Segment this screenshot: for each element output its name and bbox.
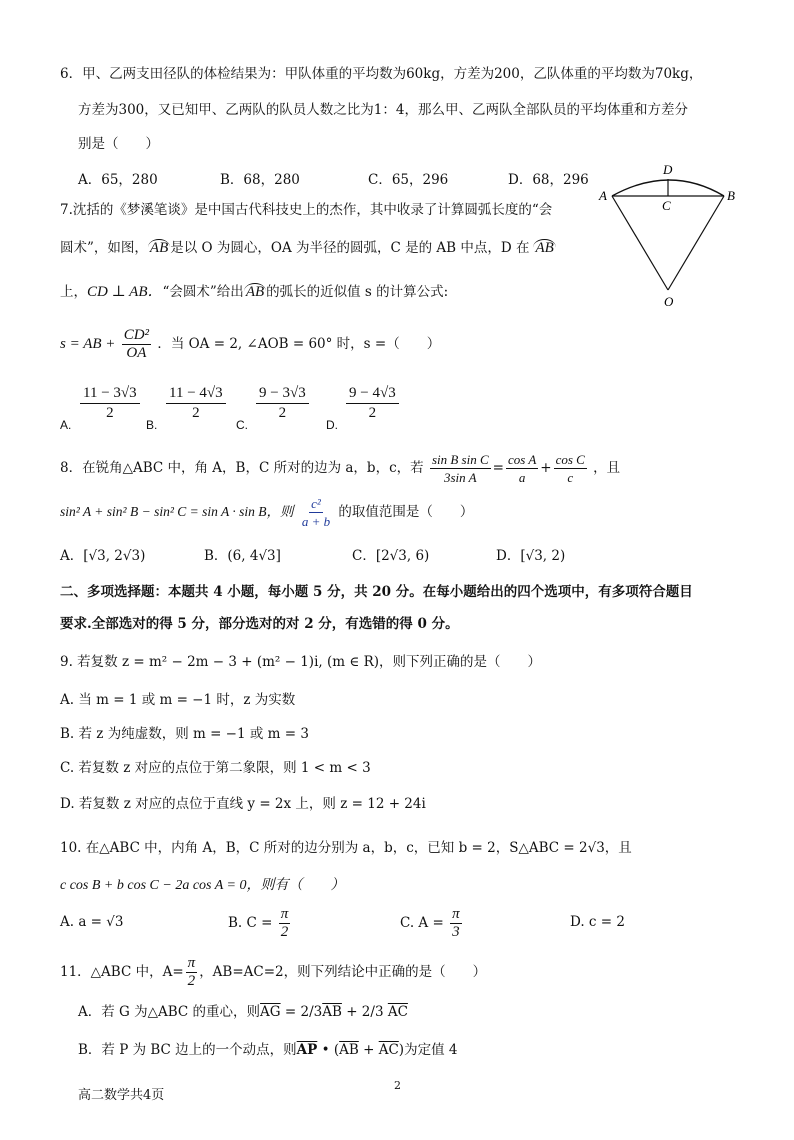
q6-line1: 6．甲、乙两支田径队的体检结果为：甲队体重的平均数为60kg，方差为200，乙队体重的平均数为70kg， <box>60 66 703 82</box>
q10-option-c-num: π <box>452 906 460 922</box>
q11-b-vec-ac: $\overline{AC}$ <box>378 1042 399 1058</box>
q7-formula-rest: ．当 OA = 2, ∠AOB = 60° 时，s =（ ） <box>157 336 441 352</box>
q7-figure <box>596 160 746 310</box>
q11-stem-post: ，AB=AC=2，则下列结论中正确的是（ ） <box>199 964 487 980</box>
q11-stem-num: π <box>187 955 196 971</box>
q8-line1 <box>60 448 620 488</box>
q7-perp: CD ⊥ AB． <box>87 284 163 300</box>
q11-option-a <box>78 1002 408 1022</box>
q6-option-b: B．68，280 <box>220 172 300 188</box>
q8-line2 <box>60 492 473 532</box>
q7-line3 <box>60 282 448 302</box>
q9-option-b: B. 若 z 为纯虚数，则 m = −1 或 m = 3 <box>60 726 309 742</box>
q10-option-b-den: 2 <box>280 924 289 940</box>
q8-frac2 <box>506 451 538 486</box>
q7-formula-num: CD² <box>123 327 150 343</box>
q7-arc-label-2: AB <box>535 240 554 256</box>
page-number: 2 <box>394 1079 401 1092</box>
q10-option-b-pre: B. C = <box>228 915 273 931</box>
q11-b-post: )为定值 4 <box>398 1042 458 1058</box>
section2-line1: 二、多项选择题：本题共 4 小题，每小题 5 分，共 20 分。在每小题给出的四个选项中，有多项符合题目 <box>60 584 693 600</box>
q10-option-b-num: π <box>280 906 289 922</box>
q8-frac3-num: cos C <box>555 452 585 467</box>
q7-option-num: 9 − 3√3 <box>256 384 309 404</box>
q7-line3-end: 的弧长的近似值 s 的计算公式: <box>266 284 449 300</box>
q7-option-fraction <box>80 384 140 423</box>
q10-option-c-pre: C. A = <box>400 915 444 931</box>
q7-option-label: D. <box>326 418 338 432</box>
q7-formula <box>60 324 440 364</box>
q9-option-c: C. 若复数 z 对应的点位于第二象限，则 1 < m < 3 <box>60 760 371 776</box>
q7-option-num: 11 − 3√3 <box>80 384 140 404</box>
figure-label-a: A <box>599 188 607 203</box>
q8-frac3 <box>554 451 587 486</box>
q7-formula-fraction <box>122 327 151 362</box>
q10-option-d: D. c = 2 <box>570 914 625 930</box>
q7-option-den: 2 <box>106 405 114 421</box>
q7-arc-label-3: AB <box>245 284 265 300</box>
q11-a-vec-ac: $\overline{AC}$ <box>387 1004 408 1020</box>
q6-line2: 方差为300，又已知甲、乙两队的队员人数之比为1：4，那么甲、乙两队全部队员的平均体重和方差分 <box>78 102 688 118</box>
q8-frac1 <box>430 451 491 486</box>
q11-b-vec-ab: $\overline{AB}$ <box>339 1042 359 1058</box>
q8-option-b: B．(6, 4√3] <box>204 548 281 564</box>
q10-option-a: A. a = √3 <box>60 914 124 930</box>
q10-option-c-frac <box>450 906 462 941</box>
q8-option-d: D．[√3, 2) <box>496 548 566 564</box>
q6-option-d: D．68，296 <box>508 172 589 188</box>
q7-line3-start: 上， <box>60 284 87 300</box>
q11-stem-frac <box>186 955 198 990</box>
q8-eq: = <box>492 460 504 476</box>
q7-line1: 7.沈括的《梦溪笔谈》是中国古代科技史上的杰作，其中收录了计算圆弧长度的“会 <box>60 202 553 218</box>
q8-frac2-den: a <box>518 470 526 485</box>
q7-option-num: 9 − 4√3 <box>346 384 399 404</box>
q9-option-d: D. 若复数 z 对应的点位于直线 y = 2x 上，则 z = 12 + 24i <box>60 796 426 812</box>
q9-option-a: A. 当 m = 1 或 m = −1 时，z 为实数 <box>60 692 296 708</box>
q7-line2-end: 是以 O 为圆心，OA 为半径的圆弧，C 是的 AB 中点，D 在 <box>170 240 530 256</box>
q7-option-num: 11 − 4√3 <box>166 384 226 404</box>
figure-label-c: C <box>662 198 671 213</box>
q8-line1-end: ，且 <box>593 460 621 476</box>
q11-stem-den: 2 <box>187 973 196 989</box>
q6-option-c: C．65，296 <box>368 172 449 188</box>
q11-b-pre: B．若 P 为 BC 边上的一个动点，则 <box>78 1042 297 1058</box>
q7-option-den: 2 <box>278 405 287 421</box>
q7-option-label: C. <box>236 418 248 432</box>
q7-formula-den: OA <box>126 345 147 361</box>
q7-option-label: B. <box>146 418 158 432</box>
q11-a-plus: + 2/3 <box>341 1004 388 1020</box>
q6-line3: 别是（ ） <box>78 136 159 152</box>
figure-label-d: D <box>663 162 673 177</box>
q11-a-frac: 2/3 <box>300 1004 323 1020</box>
q8-line1-start: 8．在锐角△ABC 中，角 A，B，C 所对的边为 a，b，c，若 <box>60 460 424 476</box>
q8-line2-start: sin² A + sin² B − sin² C = sin A · sin B，则 <box>60 504 294 519</box>
q8-frac2-num: cos A <box>507 452 537 467</box>
q10-line1: 10. 在△ABC 中，内角 A，B，C 所对的边分别为 a，b，c，已知 b = 2，S△ABC = 2√3，且 <box>60 840 632 856</box>
q7-option-fraction <box>256 384 309 423</box>
q10-option-b <box>228 906 292 941</box>
figure-label-o: O <box>664 294 674 309</box>
q7-option-fraction <box>166 384 226 423</box>
q9-stem: 9. 若复数 z = m² − 2m − 3 + (m² − 1)i, (m ∈ R)，则下列正确的是（ ） <box>60 654 542 670</box>
q10-line2: c cos B + b cos C − 2a cos A = 0，则有（ ） <box>60 878 345 893</box>
q8-plus: + <box>540 460 552 476</box>
q8-frac4 <box>300 495 332 530</box>
q11-a-vec-ag: $\overline{AG}$ <box>260 1004 281 1020</box>
q7-arc-label: AB <box>149 240 169 256</box>
figure-radius-oa <box>612 196 668 290</box>
q7-line2-start: 圆术”，如图， <box>60 240 148 256</box>
q11-b-vec-ap: $\overline{AP}$ <box>296 1042 318 1058</box>
q10-option-c <box>400 906 464 941</box>
q8-line2-end: 的取值范围是（ ） <box>338 504 474 520</box>
q11-b-dot: • ( <box>317 1042 340 1058</box>
q8-frac1-num: sin B sin C <box>431 452 489 467</box>
q8-option-c: C．[2√3, 6) <box>352 548 430 564</box>
q11-stem-pre: 11．△ABC 中，A= <box>60 964 184 980</box>
q7-option-den: 2 <box>192 405 200 421</box>
q8-frac1-den: 3sin A <box>443 470 477 485</box>
q8-frac4-num: c² <box>311 496 321 511</box>
q10-option-b-frac <box>279 906 291 941</box>
q8-frac4-den: a + b <box>301 514 331 529</box>
figure-label-b: B <box>727 188 735 203</box>
q11-a-pre: A．若 G 为△ABC 的重心，则 <box>78 1004 261 1020</box>
q11-stem <box>60 952 486 992</box>
q11-a-vec-ab: $\overline{AB}$ <box>322 1004 342 1020</box>
q7-option-den: 2 <box>368 405 377 421</box>
q7-formula-lhs: s = AB + <box>60 336 116 352</box>
q11-a-eq: = <box>280 1004 301 1020</box>
q11-option-b <box>78 1040 457 1060</box>
figure-radius-ob <box>668 196 724 290</box>
q8-option-a: A．[√3, 2√3) <box>60 548 146 564</box>
section2-line2: 要求.全部选对的得 5 分，部分选对的对 2 分，有选错的得 0 分。 <box>60 616 459 632</box>
q7-line2 <box>60 238 556 258</box>
footer-label: 高二数学共4页 <box>78 1088 165 1103</box>
q10-option-c-den: 3 <box>452 924 460 940</box>
q6-option-a: A．65，280 <box>78 172 158 188</box>
q7-option-label: A. <box>60 418 72 432</box>
q8-frac3-den: c <box>567 470 574 485</box>
q7-option-fraction <box>346 384 399 423</box>
q11-b-plus: + <box>358 1042 379 1058</box>
q7-line3-mid: “会圆术”给出 <box>162 284 244 300</box>
